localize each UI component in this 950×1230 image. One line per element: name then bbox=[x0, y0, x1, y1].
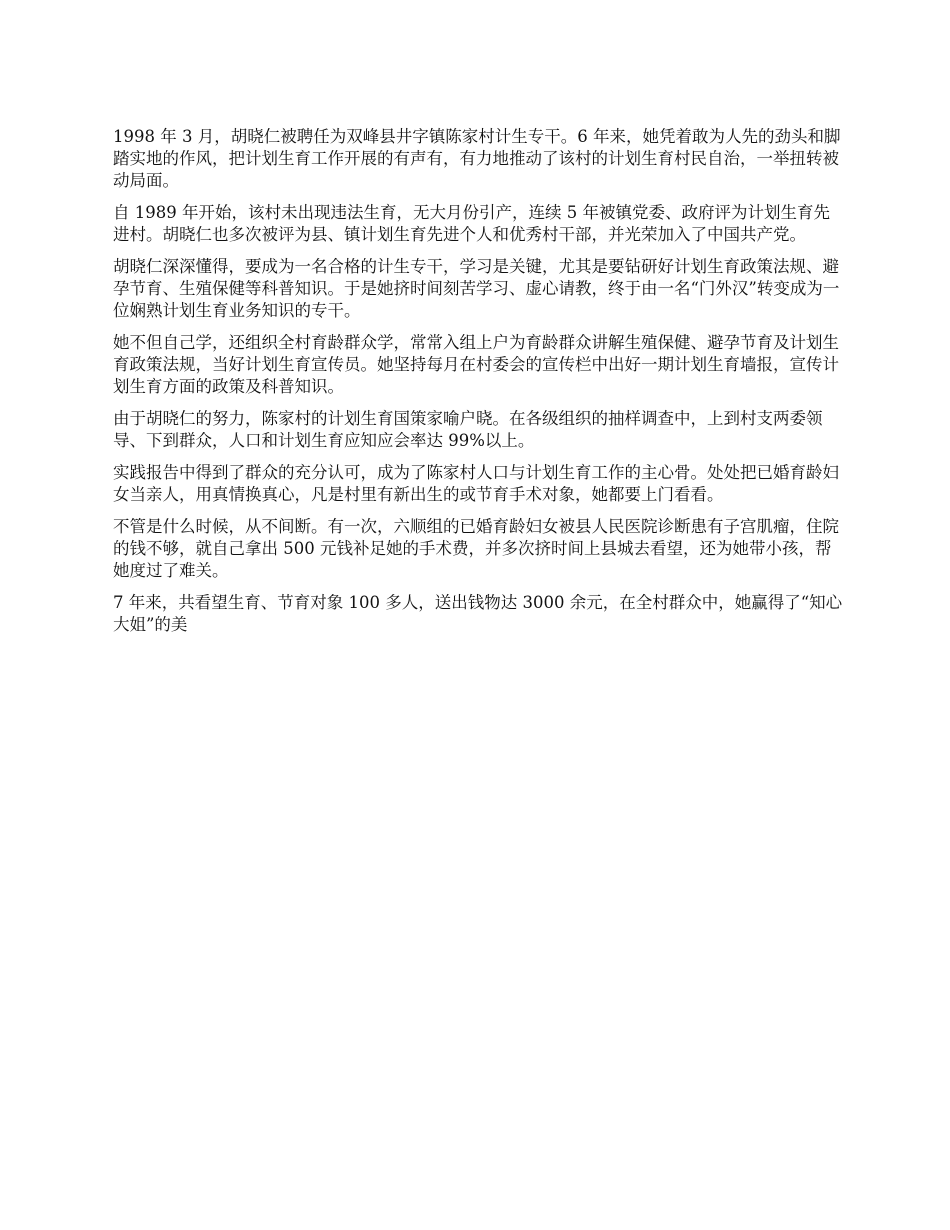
paragraph-3: 胡晓仁深深懂得，要成为一名合格的计生专干，学习是关键，尤其是要钻研好计划生育政策法规、避孕节育、生殖保健等科普知识。于是她挤时间刻苦学习、虚心请教，终于由一名“门外汉”转变成为一位娴熟计划生育业务知识的专干。 bbox=[113, 257, 840, 320]
paragraph-5: 由于胡晓仁的努力，陈家村的计划生育国策家喻户晓。在各级组织的抽样调查中，上到村支两委领导、下到群众，人口和计划生育应知应会率达 99%以上。 bbox=[113, 409, 823, 450]
paragraph-1: 1998 年 3 月，胡晓仁被聘任为双峰县井字镇陈家村计生专干。6 年来，她凭着敢为人先的劲头和脚踏实地的作风，把计划生育工作开展的有声有，有力地推动了该村的计划生育村民自治，一举扭转被动局面。 bbox=[113, 127, 841, 190]
paragraph-8: 7 年来，共看望生育、节育对象 100 多人，送出钱物达 3000 余元，在全村群众中，她赢得了“知心大姐”的美 bbox=[113, 593, 843, 634]
document-body bbox=[113, 126, 843, 646]
paragraph-6: 实践报告中得到了群众的充分认可，成为了陈家村人口与计划生育工作的主心骨。处处把已婚育龄妇女当亲人，用真情换真心，凡是村里有新出生的或节育手术对象，她都要上门看看。 bbox=[113, 463, 839, 504]
paragraph-2: 自 1989 年开始，该村未出现违法生育，无大月份引产，连续 5 年被镇党委、政府评为计划生育先进村。胡晓仁也多次被评为县、镇计划生育先进个人和优秀村干部，并光荣加入了中国共产党。 bbox=[113, 203, 830, 244]
paragraph-4: 她不但自己学，还组织全村育龄群众学，常常入组上户为育龄群众讲解生殖保健、避孕节育及计划生育政策法规，当好计划生育宣传员。她坚持每月在村委会的宣传栏中出好一期计划生育墙报，宣传计划生育方面的政策及科普知识。 bbox=[113, 333, 839, 396]
paragraph-7: 不管是什么时候，从不间断。有一次，六顺组的已婚育龄妇女被县人民医院诊断患有子宫肌瘤，住院的钱不够，就自己拿出 500 元钱补足她的手术费，并多次挤时间上县城去看望，还为她带小孩，帮她度过了难关。 bbox=[113, 517, 839, 580]
